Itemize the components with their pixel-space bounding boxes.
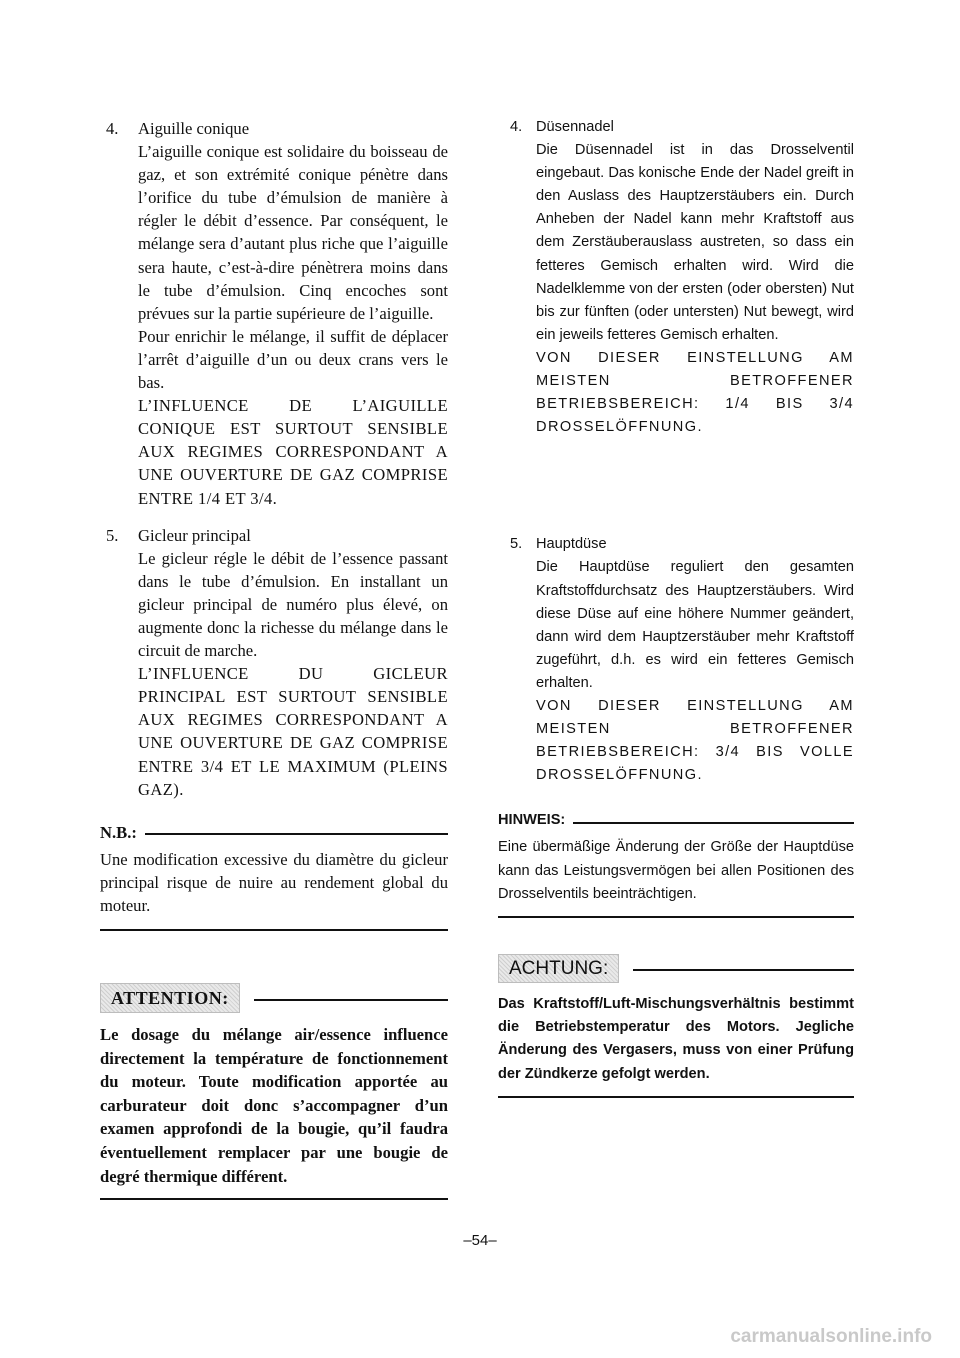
fr-item-4-title: Aiguille conique <box>138 119 250 138</box>
watermark: carmanualsonline.info <box>730 1326 932 1347</box>
de-item-4-paragraph-2: VON DIESER EINSTELLUNG AM MEISTEN BETROFFENER BETRIEBSBEREICH: 1/4 BIS 3/4 DROSSELÖFFNUNG. <box>536 349 854 436</box>
fr-item-4-paragraph-2: Pour enrichir le mélange, il suffit de déplacer l’arrêt d’aiguille d’un ou deux crans vers le bas. <box>138 326 448 393</box>
de-item-4 <box>498 116 854 439</box>
de-item-5-title: Hauptdüse <box>536 536 607 553</box>
fr-item-4-paragraph-3: L’INFLUENCE DE L’AIGUILLE CONIQUE EST SURTOUT SENSIBLE AUX REGIMES CORRESPONDANT A UNE OUVERTURE DE GAZ COMPRISE ENTRE 1/4 ET 3/4. <box>138 396 448 508</box>
fr-item-5-number: 5. <box>106 525 119 545</box>
de-note-box <box>498 809 854 917</box>
de-item-5-paragraph-1: Die Hauptdüse reguliert den gesamten Kraftstoffdurchsatz des Hauptzerstäubers. Wird diese Düse auf eine höhere Nummer geändert, dann wird dem Hauptzerstäuber mehr Kraftstoff zugeführt, d.h. es wird ein fetteres Gemisch erhalten. <box>536 559 854 691</box>
fr-attention-text: Le dosage du mélange air/essence influence directement la température de fonctionnement du moteur. Toute modification apportée au carburateur doit donc s’accompagner d’un examen approfondi de la bougie, qu’il faudra éventuellement remplacer par une bougie de degré thermique différent. <box>100 1025 448 1186</box>
de-item-4-number: 4. <box>510 119 523 135</box>
fr-attention-label: ATTENTION: <box>100 983 240 1013</box>
fr-item-5-paragraph-2: L’INFLUENCE DU GICLEUR PRINCIPAL EST SURTOUT SENSIBLE AUX REGIMES CORRESPONDANT A UNE OUVERTURE DE GAZ COMPRISE ENTRE 3/4 ET LE MAXIMUM (PLEINS GAZ). <box>138 664 448 799</box>
de-item-5-paragraph-2: VON DIESER EINSTELLUNG AM MEISTEN BETROFFENER BETRIEBSBEREICH: 3/4 BIS VOLLE DROSSELÖFFNUNG. <box>536 697 854 784</box>
fr-attention-rule <box>254 999 448 1001</box>
de-note-text: Eine übermäßige Änderung der Größe der Hauptdüse kann das Leistungsvermögen bei allen Positionen des Drosselventils beeinträchtigen. <box>498 839 854 902</box>
de-attention-text: Das Kraftstoff/Luft-Mischungsverhältnis bestimmt die Betriebstemperatur des Motors. Jegliche Änderung des Vergasers, muss von einer Prüfung der Zündkerze gefolgt werden. <box>498 995 854 1082</box>
fr-note-label: N.B.: <box>100 822 137 842</box>
de-attention-box <box>498 954 854 1098</box>
de-item-4-title: Düsennadel <box>536 119 614 135</box>
fr-attention-box <box>100 983 448 1200</box>
fr-note-rule <box>145 833 448 835</box>
de-item-5-number: 5. <box>510 536 523 553</box>
fr-item-5-title: Gicleur principal <box>138 525 251 545</box>
de-note-label: HINWEIS: <box>498 812 566 829</box>
fr-note-text: Une modification excessive du diamètre du gicleur principal risque de nuire au rendement global du moteur. <box>100 849 448 915</box>
fr-item-4-number: 4. <box>106 119 119 138</box>
de-note-end-rule <box>498 916 854 918</box>
de-note-rule <box>573 822 854 824</box>
fr-attention-end-rule <box>100 1198 448 1200</box>
de-item-4-paragraph-1: Die Düsennadel ist in das Drosselventil eingebaut. Das konische Ende der Nadel greift in den Auslass des Hauptzerstäubers ein. Durch Anheben der Nadel kann mehr Kraftstoff aus dem Zerstäuberauslass austreten, so dass ein fetteres Gemisch erhalten wird. Wird die Nadelklemme von der ersten (oder obersten) Nut bis zur fünften (oder untersten) Nut bewegt, wird ein jeweils fetteres Gemisch erhalten. <box>536 142 854 343</box>
page-number: –54– <box>463 1232 497 1249</box>
fr-item-5 <box>100 524 448 801</box>
de-item-5 <box>498 533 854 787</box>
fr-item-4-paragraph-1: L’aiguille conique est solidaire du boisseau de gaz, et son extrémité conique pénètre dans l’orifice du tube d’émulsion de manière à régler le débit d’essence. Par conséquent, le mélange sera d’autant plus riche que l’aiguille sera haute, c’est-à-dire pénètrera moins dans le tube d’émulsion. Cinq encoches sont prévues sur la partie supérieure de l’aiguille. <box>138 142 448 323</box>
french-column <box>100 117 448 1200</box>
de-attention-end-rule <box>498 1096 854 1098</box>
fr-item-5-paragraph-1: Le gicleur régle le débit de l’essence passant dans le tube d’émulsion. En installant un gicleur principal de numéro plus élevé, on augmente donc la richesse du mélange dans le circuit de marche. <box>138 548 448 661</box>
fr-note-end-rule <box>100 929 448 931</box>
fr-note-box <box>100 821 448 931</box>
german-column <box>498 116 854 1098</box>
de-attention-label: ACHTUNG: <box>498 954 619 983</box>
fr-item-4 <box>100 117 448 510</box>
de-attention-rule <box>633 969 854 971</box>
